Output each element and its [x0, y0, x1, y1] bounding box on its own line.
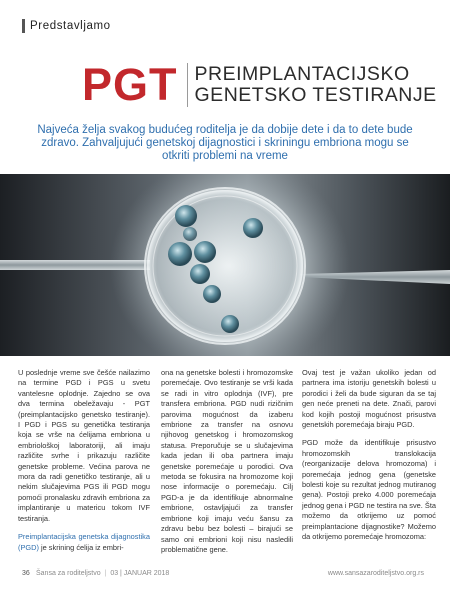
embryo-microscope-photo [0, 174, 450, 356]
page-footer [0, 567, 450, 581]
column-3-paragraph-1: Ovaj test je važan ukoliko jedan od partnera ima istoriju genetskih bolesti u porodici i želi da bude siguran da se taj gen neće preneti na dete. Znači, parovi kod kojih postoji mogućnost prisustva genetskih poremećaja biraju PGD. [302, 368, 436, 430]
footer-separator: | [102, 570, 109, 577]
headline-acronym: PGT [82, 59, 178, 110]
column-1-paragraph-2 [18, 532, 150, 553]
column-2-paragraph-1: ona na genetske bolesti i hromozomske poremećaje. Ovo testiranje se vrši kada se radi in vitro oplodnja (IVF), pre transfera embriona. PGD nudi rizičnim parovima mogućnost da izaberu embrione za transfer na osnovu njihovog genetskog i hromozomskog statusa. Preporučuje se u slučajevima kada jedan ili oba partnera imaju genetske poremećaje u porodici. Ova metoda se fokusira na hromozome koji nose informacije o poremećaju. Cilj PGD-a je da identifikuje abnormalne embrione, ostavljajući za transfer embrione koji imaju veću šansu za zdravu bebu bez bolesti – birajući se samo oni embrioni koji nisu nasledili problematične gene. [161, 368, 293, 554]
footer-magazine-info [36, 570, 169, 577]
article-column-1 [18, 368, 150, 561]
section-label [22, 19, 111, 33]
section-marker [22, 19, 25, 33]
magazine-website: www.sansazaroditeljstvo.org.rs [327, 570, 424, 577]
headline-title-line-2: GENETSKO TESTIRANJE [194, 83, 437, 106]
article-headline [82, 59, 437, 110]
headline-title-line-1: PREIMPLANTACIJSKO [194, 62, 410, 85]
column-3-paragraph-2: PGD može da identifikuje prisustvo hromozomskih translokacija (reorganizacije delova hromozoma) i poremećaja jednog gena (genetske bolesti koje su rezultat jednog mutiranog gena). Postoji preko 4.000 poremećaja jednog gena i PGD ne testira na sve. Šta možemo da otkrijemo uz pomoć preimplantacione dijagnostike? Možemo da otkrijemo poremećaje hromozoma: [302, 438, 436, 542]
headline-title [195, 64, 437, 106]
issue-date: 03 | JANUAR 2018 [110, 570, 170, 577]
headline-divider [187, 63, 188, 107]
column-1-paragraph-1: U poslednje vreme sve češće nailazimo na termine PGD i PGS u svetu vantelesne oplodnje. Zajedno se ova dva termina obeležavaju - PGT (preimplantacijsko genetsko testiranje). I PGD i PGS su genetička testiranja koja se vrše na ćelijama embriona u embriološkoj laboratoriji, ali imaju različite svrhe i prikazuju različite genetske probleme. Većina parova ne mora da radi genetičko testiranje, ali u nekim slučajevima PGS ili PGD mogu pomoći pronalasku zdravih embriona za implantiranje u matericu tokom IVF testiranja. [18, 368, 150, 523]
article-column-2 [161, 368, 293, 563]
column-1-paragraph-2-rest: je skrining ćelija iz embri- [38, 542, 124, 552]
lead-paragraph: Najveća želja svakog budućeg roditelja je da dobije dete i da to dete bude zdravo. Zahvaljujući genetskoj dijagnostici i skriningu embriona mogu se otkriti problemi na vreme [37, 124, 413, 162]
pgd-highlight: Preimplantacijska genetska dijagnostika (PGD) [18, 532, 150, 552]
section-title: Predstavljamo [30, 20, 111, 32]
magazine-name: Šansa za roditeljstvo [36, 570, 101, 577]
page-number: 36 [22, 570, 30, 577]
article-column-3 [302, 368, 436, 551]
